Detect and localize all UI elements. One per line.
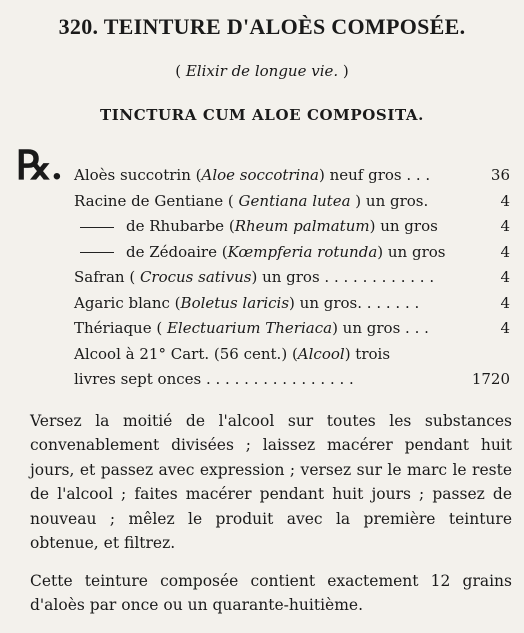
ingredient-quantity: 4 bbox=[500, 242, 510, 261]
page-title: 320. TEINTURE D'ALOÈS COMPOSÉE. bbox=[58, 14, 466, 39]
ingredient-amount: ) un gros bbox=[377, 242, 446, 261]
note-paragraph: Cette teinture composée contient exactement 12 grains d'aloès par once ou un quarante-huitième. bbox=[30, 572, 512, 615]
instructions-paragraph: Versez la moitié de l'alcool sur toutes les substances convenablement divisées ; laissez macérer pendant huit jours, et passez avec expression ; versez sur le marc le reste de l'alcool ; faites macérer pendant huit jours ; passez de nouveau ; mêlez le produit avec la première teinture obtenue, et filtrez. bbox=[30, 412, 512, 553]
ingredient-name: Agaric blanc ( bbox=[74, 293, 181, 312]
ingredient-latin-name: Crocus sativus bbox=[139, 268, 252, 286]
ingredient-quantity: 4 bbox=[500, 268, 510, 286]
ingredient-quantity: 4 bbox=[500, 217, 510, 235]
ingredient-name: Safran ( bbox=[74, 268, 140, 286]
recipe-row bbox=[74, 291, 514, 317]
recipe-list bbox=[74, 163, 514, 393]
ingredient-latin-name: Electuarium Theriaca bbox=[166, 319, 333, 337]
subtitle-close: ) bbox=[338, 62, 349, 80]
ditto-dash bbox=[80, 252, 114, 253]
recipe-row bbox=[74, 367, 514, 393]
ingredient-text bbox=[74, 265, 434, 290]
recipe-row bbox=[74, 240, 514, 266]
recipe-symbol: ℞. bbox=[16, 143, 62, 188]
ingredient-text bbox=[74, 163, 430, 188]
recipe-row bbox=[74, 163, 514, 189]
recipe-row bbox=[74, 189, 514, 215]
ingredient-latin-name: Gentiana lutea bbox=[238, 191, 351, 210]
ingredient-amount: ) trois bbox=[344, 344, 391, 363]
ingredient-amount: ) un gros. . . . . . . bbox=[289, 293, 420, 312]
ingredient-quantity: 36 bbox=[490, 166, 510, 184]
recipe-row bbox=[74, 214, 514, 240]
ingredient-latin-name: Aloe soccotrina bbox=[201, 166, 319, 184]
ingredient-amount: ) un gros bbox=[369, 217, 438, 235]
ingredient-quantity: 1720 bbox=[471, 370, 510, 388]
ingredient-name: Aloès succotrin ( bbox=[74, 166, 202, 184]
ingredient-latin-name: Rheum palmatum bbox=[234, 217, 370, 235]
ingredient-text bbox=[74, 214, 438, 239]
ingredient-amount: ) neuf gros . . . bbox=[318, 166, 431, 184]
ingredient-text bbox=[74, 291, 419, 316]
recipe-row bbox=[74, 342, 514, 368]
ingredient-name: de Zédoaire ( bbox=[126, 242, 228, 261]
ingredient-quantity: 4 bbox=[500, 293, 510, 312]
ingredient-quantity: 4 bbox=[500, 319, 510, 337]
recipe-row bbox=[74, 316, 514, 342]
ingredient-text bbox=[74, 316, 429, 341]
ingredient-name: Alcool à 21° Cart. (56 cent.) ( bbox=[74, 344, 298, 363]
ingredient-amount: ) un gros . . . . . . . . . . . . bbox=[251, 268, 435, 286]
ingredient-amount: ) un gros . . . bbox=[332, 319, 429, 337]
ingredient-text bbox=[74, 342, 390, 367]
subtitle-open: ( bbox=[175, 62, 186, 80]
ingredient-name: de Rhubarbe ( bbox=[126, 217, 235, 235]
recipe-row bbox=[74, 265, 514, 291]
ingredient-quantity: 4 bbox=[500, 191, 510, 210]
subtitle-italic: Elixir de longue vie. bbox=[185, 62, 339, 80]
ingredient-text bbox=[74, 189, 428, 214]
ingredient-name: livres sept onces . . . . . . . . . . . . . . . . bbox=[74, 370, 354, 388]
ingredient-latin-name: Kœmpferia rotunda bbox=[227, 242, 378, 261]
ingredient-latin-name: Boletus laricis bbox=[180, 293, 290, 312]
ingredient-text bbox=[74, 367, 354, 392]
ingredient-name: Racine de Gentiane ( bbox=[74, 191, 239, 210]
ditto-dash bbox=[80, 227, 114, 228]
ingredient-latin-name: Alcool bbox=[297, 344, 345, 363]
ingredient-name: Thériaque ( bbox=[74, 319, 167, 337]
latin-title: TINCTURA CUM ALOE COMPOSITA. bbox=[100, 106, 424, 124]
ingredient-text bbox=[74, 240, 445, 265]
ingredient-amount: ) un gros. bbox=[350, 191, 429, 210]
subtitle bbox=[0, 62, 524, 80]
